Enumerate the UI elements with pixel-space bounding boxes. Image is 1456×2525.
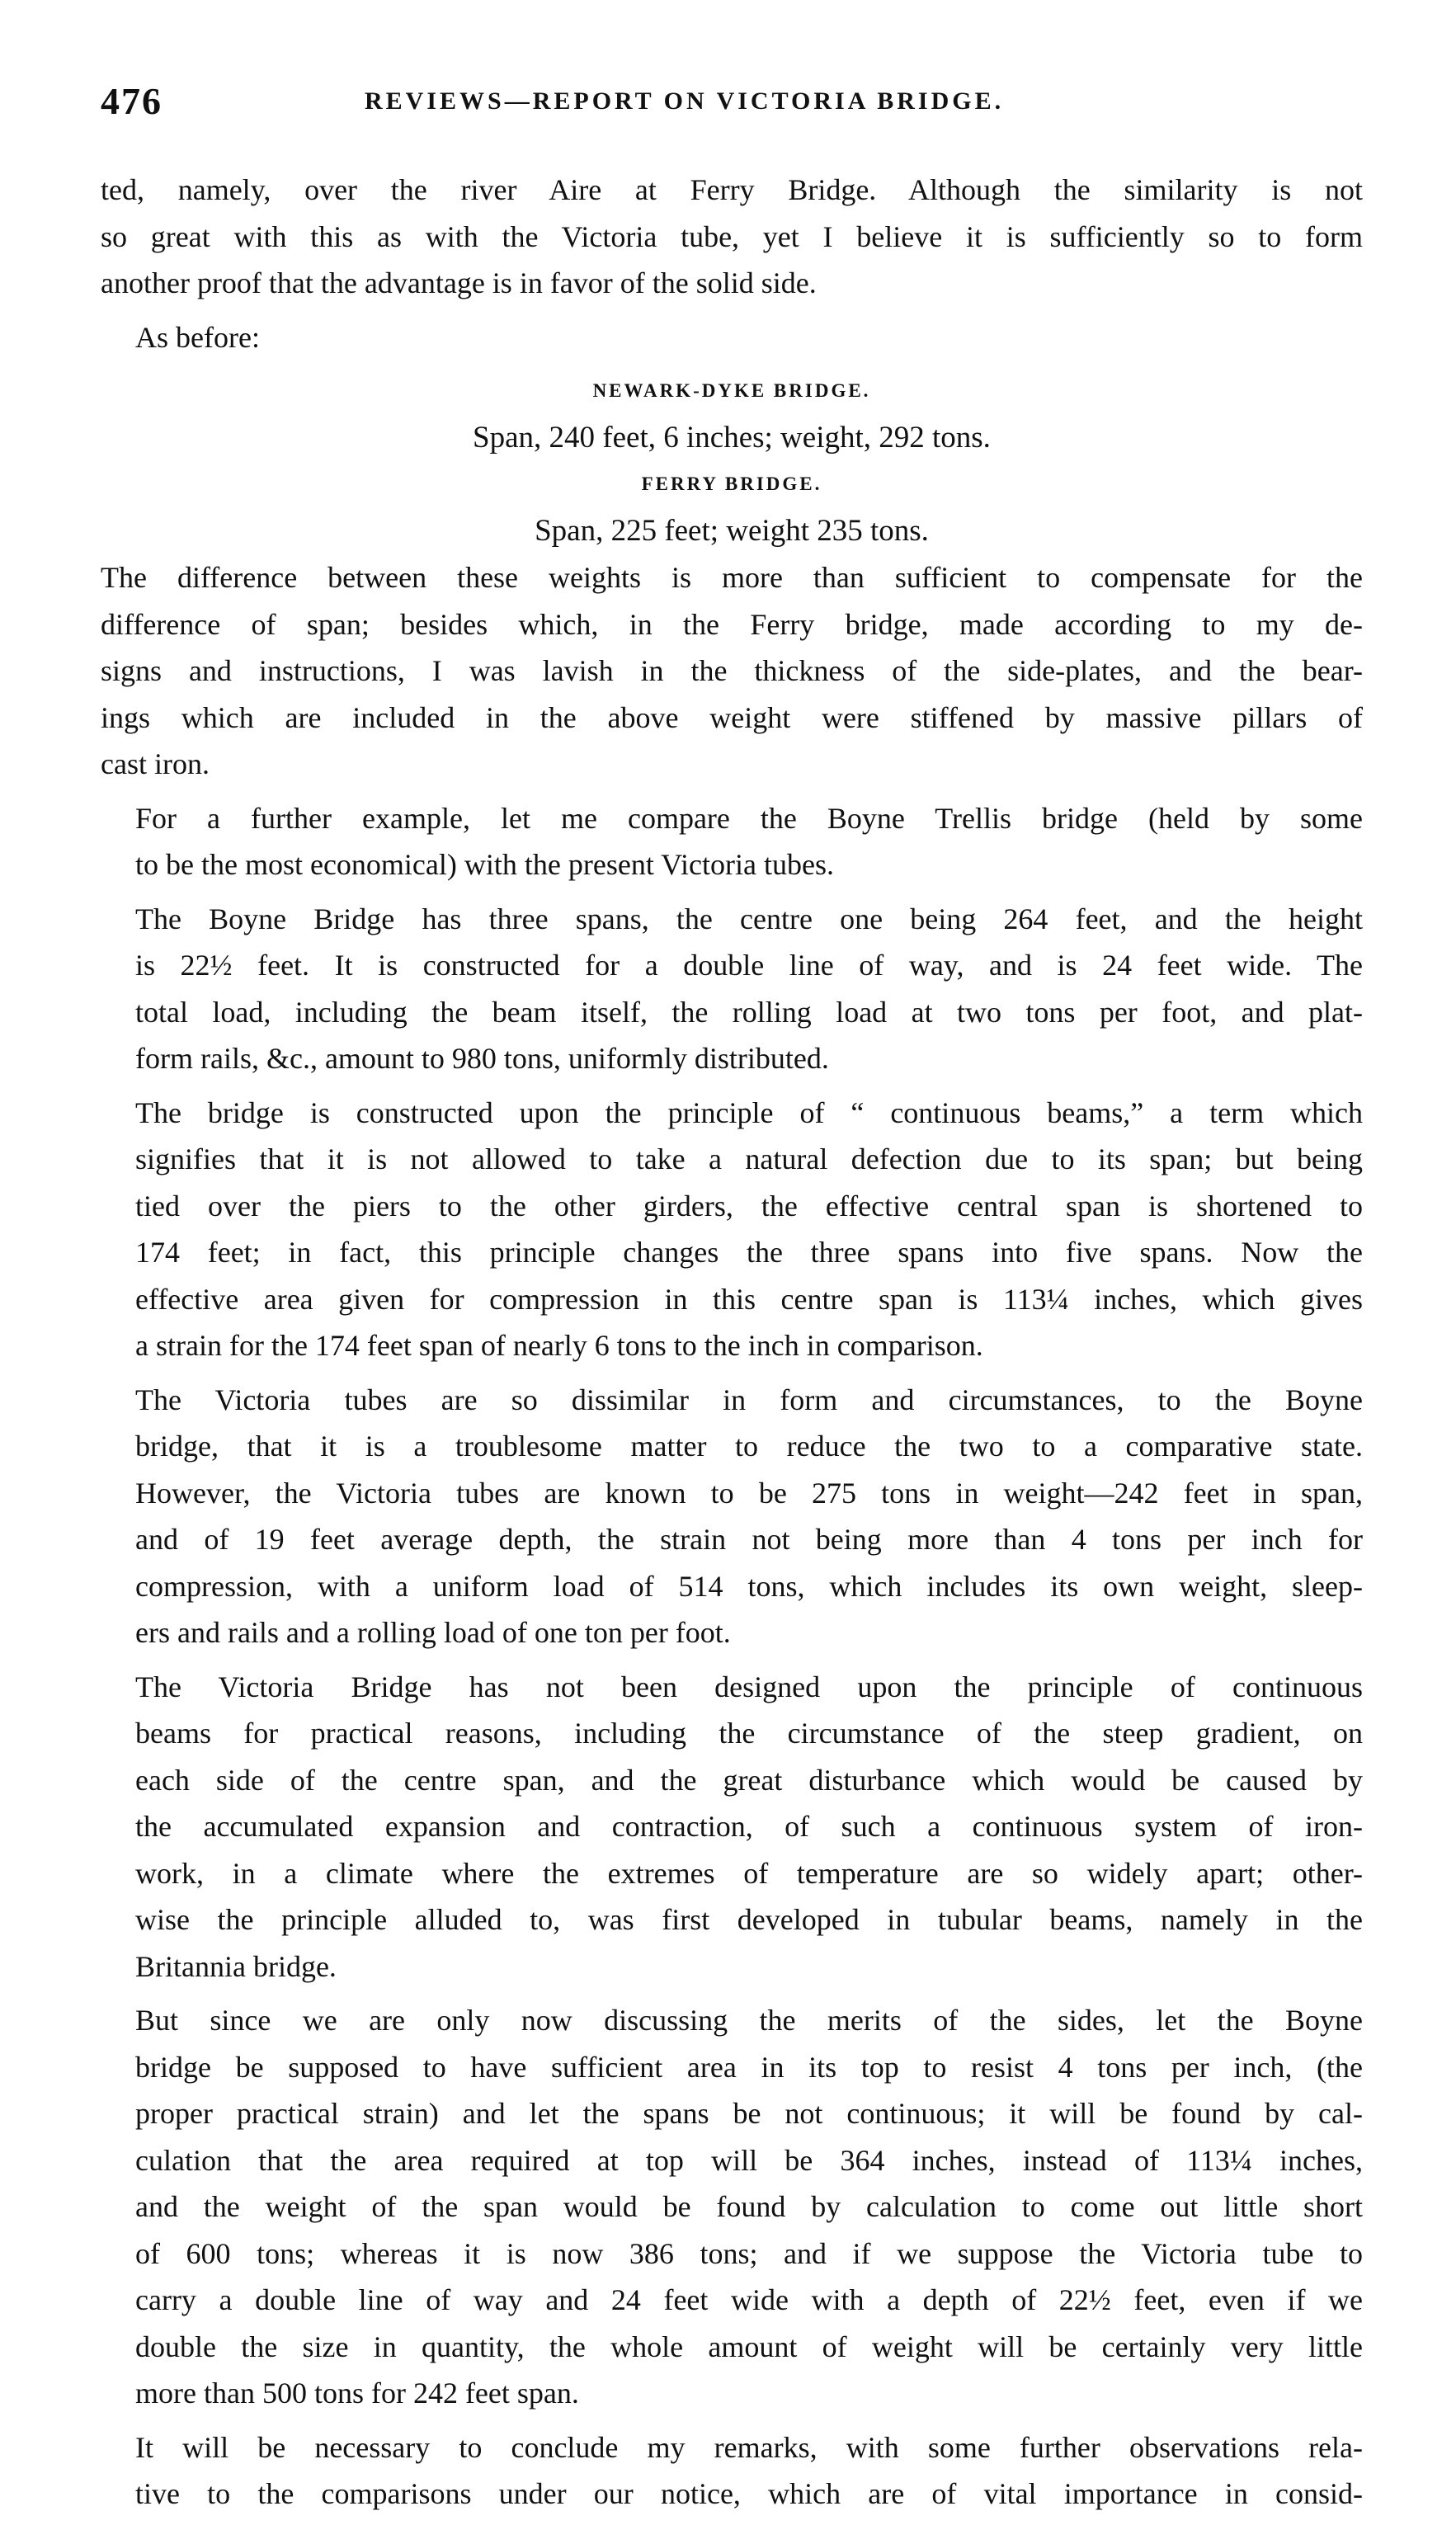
text-line: Britannia bridge. bbox=[135, 1949, 337, 1983]
text-line: The Victoria tubes are so dissimilar in form and circumstances, to the Boyne bbox=[135, 1383, 1363, 1416]
text-line: total load, including the beam itself, the rolling load at two tons per foot, and plat- bbox=[135, 995, 1363, 1029]
text-line: each side of the centre span, and the great disturbance which would be caused by bbox=[135, 1763, 1363, 1797]
text-line: so great with this as with the Victoria tube, yet I believe it is sufficiently so to form bbox=[101, 219, 1363, 253]
paragraph bbox=[101, 1664, 1363, 1990]
text-line: However, the Victoria tubes are known to be 275 tons in weight—242 feet in span, bbox=[135, 1476, 1363, 1510]
text-line: As before: bbox=[135, 320, 260, 354]
text-line: signifies that it is not allowed to take a natural defection due to its span; but being bbox=[135, 1142, 1363, 1175]
text-line: and the weight of the span would be found by calculation to come out little short bbox=[135, 2190, 1363, 2223]
text-line: another proof that the advantage is in favor of the solid side. bbox=[101, 266, 817, 299]
text-line: cast iron. bbox=[101, 747, 210, 780]
text-line: and of 19 feet average depth, the strain not being more than 4 tons per inch for bbox=[135, 1523, 1363, 1556]
text-line: is 22½ feet. It is constructed for a double line of way, and is 24 feet wide. The bbox=[135, 949, 1363, 982]
text-line: tive to the comparisons under our notice, which are of vital importance in consid- bbox=[135, 2477, 1363, 2510]
running-head: REVIEWS—REPORT ON VICTORIA BRIDGE. bbox=[365, 87, 1005, 115]
paragraph bbox=[101, 314, 1363, 361]
text-line: more than 500 tons for 242 feet span. bbox=[135, 2377, 579, 2410]
text-line: difference of span; besides which, in the Ferry bridge, made according to my de- bbox=[101, 607, 1363, 641]
bridge-figures-newark: Span, 240 feet, 6 inches; weight, 292 tons. bbox=[473, 420, 991, 455]
page-header bbox=[101, 79, 1355, 137]
text-line: the accumulated expansion and contraction, of such a continuous system of iron- bbox=[135, 1810, 1363, 1843]
text-line: wise the principle alluded to, was first developed in tubular beams, namely in the bbox=[135, 1903, 1363, 1936]
text-line: proper practical strain) and let the spans be not continuous; it will be found by cal- bbox=[135, 2097, 1363, 2130]
text-line: compression, with a uniform load of 514 tons, which includes its own weight, sleep- bbox=[135, 1569, 1363, 1603]
text-line: It will be necessary to conclude my remarks, with some further observations rela- bbox=[135, 2430, 1363, 2464]
paragraph bbox=[101, 1090, 1363, 1369]
text-line: signs and instructions, I was lavish in the thickness of the side-plates, and the bear- bbox=[101, 654, 1363, 687]
paragraph bbox=[101, 167, 1363, 307]
text-line: The difference between these weights is more than sufficient to compensate for the bbox=[101, 561, 1363, 594]
bridge-heading-ferry: FERRY BRIDGE. bbox=[641, 473, 822, 494]
text-line: effective area given for compression in this centre span is 113¼ inches, which gives bbox=[135, 1282, 1363, 1316]
text-line: form rails, &c., amount to 980 tons, uniformly distributed. bbox=[135, 1042, 829, 1075]
paragraph bbox=[101, 795, 1363, 888]
text-line: 174 feet; in fact, this principle changes the three spans into five spans. Now the bbox=[135, 1236, 1363, 1269]
text-line: bridge, that it is a troublesome matter to reduce the two to a comparative state. bbox=[135, 1430, 1363, 1463]
text-line: of 600 tons; whereas it is now 386 tons; and if we suppose the Victoria tube to bbox=[135, 2236, 1363, 2270]
text-line: tied over the piers to the other girders, the effective central span is shortened to bbox=[135, 1189, 1363, 1222]
text-line: a strain for the 174 feet span of nearly 6 tons to the inch in comparison. bbox=[135, 1329, 983, 1362]
bridge-figures-ferry: Span, 225 feet; weight 235 tons. bbox=[535, 513, 929, 548]
paragraph bbox=[101, 554, 1363, 788]
text-line: culation that the area required at top will be 364 inches, instead of 113¼ inches, bbox=[135, 2143, 1363, 2177]
text-line: For a further example, let me compare the Boyne Trellis bridge (held by some bbox=[135, 801, 1363, 835]
bridge-heading-newark: NEWARK-DYKE BRIDGE. bbox=[592, 380, 871, 401]
text-line: carry a double line of way and 24 feet wide with a depth of 22½ feet, even if we bbox=[135, 2283, 1363, 2316]
text-line: ted, namely, over the river Aire at Ferry Bridge. Although the similarity is not bbox=[101, 173, 1363, 206]
paragraph bbox=[101, 2424, 1363, 2518]
text-line: bridge be supposed to have sufficient area in its top to resist 4 tons per inch, (the bbox=[135, 2050, 1363, 2084]
text-line: double the size in quantity, the whole amount of weight will be certainly very little bbox=[135, 2330, 1363, 2363]
text-line: work, in a climate where the extremes of temperature are so widely apart; other- bbox=[135, 1856, 1363, 1890]
text-line: ers and rails and a rolling load of one ton per foot. bbox=[135, 1616, 731, 1649]
paragraph bbox=[101, 1377, 1363, 1656]
text-line: beams for practical reasons, including the circumstance of the steep gradient, on bbox=[135, 1717, 1363, 1750]
page-number: 476 bbox=[101, 80, 163, 122]
paragraph bbox=[101, 896, 1363, 1082]
text-line: The Boyne Bridge has three spans, the centre one being 264 feet, and the height bbox=[135, 902, 1363, 935]
text-line: The bridge is constructed upon the principle of “ continuous beams,” a term which bbox=[135, 1095, 1363, 1129]
text-line: to be the most economical) with the present Victoria tubes. bbox=[135, 848, 834, 881]
paragraph bbox=[101, 1997, 1363, 2417]
text-line: But since we are only now discussing the merits of the sides, let the Boyne bbox=[135, 2004, 1363, 2037]
document-body bbox=[101, 167, 1363, 2525]
text-line: The Victoria Bridge has not been designed upon the principle of continuous bbox=[135, 1670, 1363, 1703]
text-line: ings which are included in the above weight were stiffened by massive pillars of bbox=[101, 700, 1363, 734]
